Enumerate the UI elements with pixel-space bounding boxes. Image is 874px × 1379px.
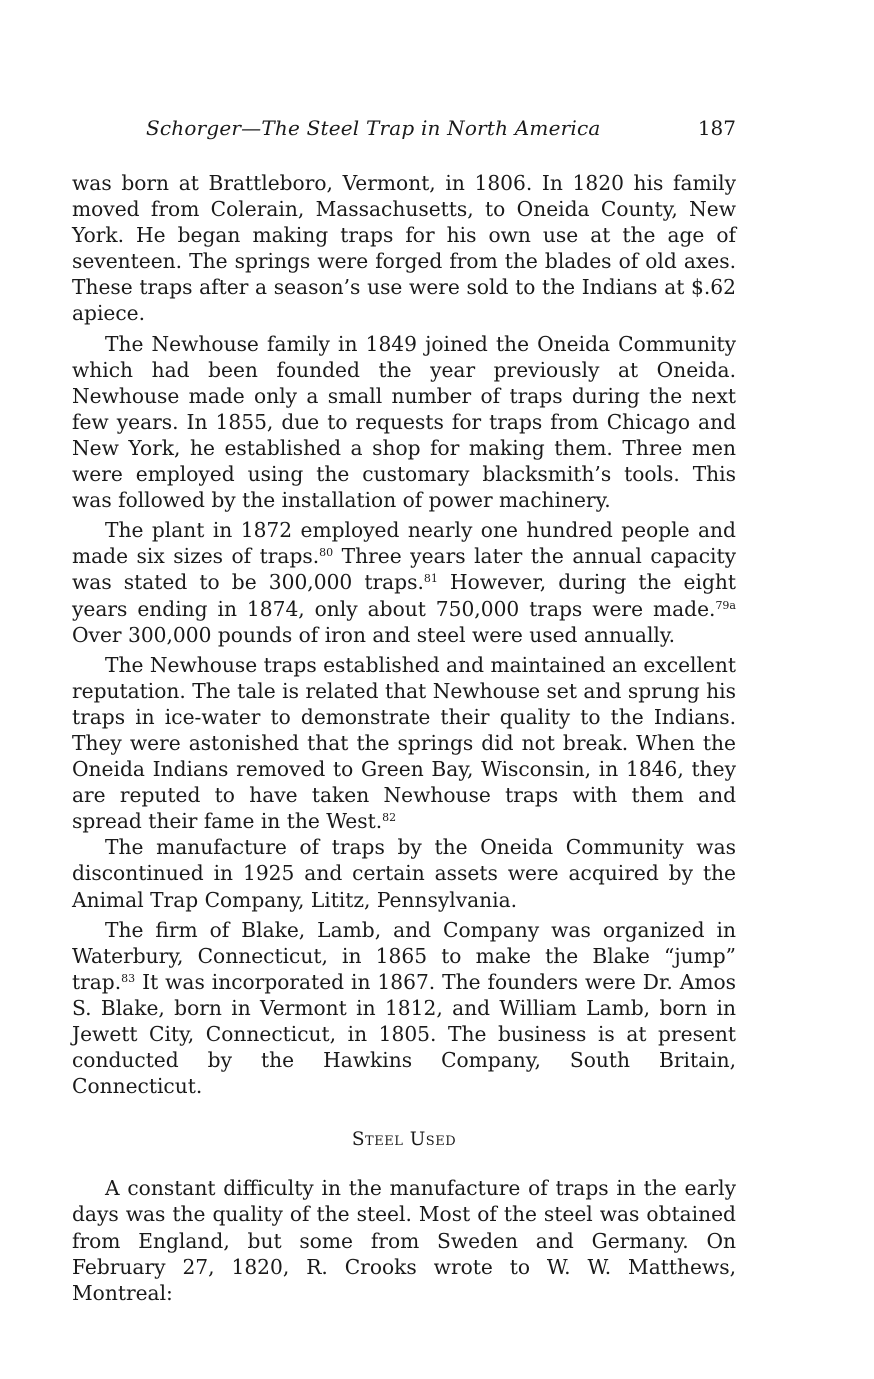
section-heading: Steel Used: [351, 1129, 457, 1151]
page-number: 187: [697, 116, 736, 140]
footnote-ref-81: 81: [423, 572, 438, 586]
body-text: [72, 170, 736, 1310]
footnote-ref-80: 80: [319, 546, 334, 560]
paragraph-2: The Newhouse family in 1849 joined the Oneida Community which had been founded the year previously at Oneida. Newhouse made only a small number of traps during the next few years. In 1855, due to requests for traps from Chicago and New York, he established a shop for making them. Three men were employed using the customary blacksmith’s tools. This was followed by the installation of power machinery.: [72, 331, 736, 513]
paragraph-4: The Newhouse traps established and maintained an excellent reputation. The tale is related that Newhouse set and sprung his traps in ice-water to demonstrate their quality to the Indians. They were astonished that the springs did not break. When the Oneida Indians removed to Green Bay, Wisconsin, in 1846, they are reputed to have taken Newhouse traps with them and spread their fame in the West.$^{82}$: [72, 652, 736, 834]
paragraph-7: A constant difficulty in the manufacture of traps in the early days was the quality of the steel. Most of the steel was obtained from England, but some from Sweden and Germany. On February 27, 1820, R. Crooks wrote to W. W. Matthews, Montreal:: [72, 1176, 736, 1305]
paragraph-3: The plant in 1872 employed nearly one hundred people and made six sizes of traps.$^{80}$ Three years later the annual capacity was stated to be 300,000 traps.$^{81}$ However, during the eight years ending in 1874, only about 750,000 traps were made.$^{79a}$ Over 300,000 pounds of iron and steel were used annually.: [72, 518, 736, 647]
footnote-ref-82: 82: [382, 811, 397, 825]
footnote-ref-79a: 79a: [715, 598, 736, 612]
paragraph-5: The manufacture of traps by the Oneida Community was discontinued in 1925 and certain assets were acquired by the Animal Trap Company, Lititz, Pennsylvania.: [72, 835, 736, 912]
paragraph-1: was born at Brattleboro, Vermont, in 1806. In 1820 his family moved from Colerain, Massachusetts, to Oneida County, New York. He began making traps for his own use at the age of seventeen. The springs were forged from the blades of old axes. These traps after a season’s use were sold to the Indians at $.62 apiece.: [72, 171, 736, 326]
running-title: Schorger—The Steel Trap in North America: [146, 116, 601, 140]
footnote-ref-83: 83: [121, 971, 136, 985]
paragraph-6: The firm of Blake, Lamb, and Company was organized in Waterbury, Connecticut, in 1865 to make the Blake “jump” trap.$^{83}$ It was incorporated in 1867. The founders were Dr. Amos S. Blake, born in Vermont in 1812, and William Lamb, born in Jewett City, Connecticut, in 1805. The business is at present conducted by the Hawkins Company, South Britain, Connecticut.: [72, 917, 736, 1099]
running-head: [72, 116, 736, 146]
